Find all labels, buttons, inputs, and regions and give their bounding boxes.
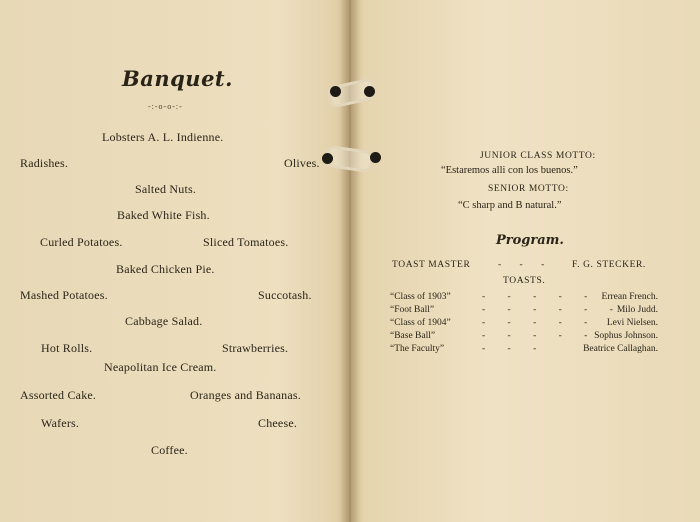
menu-item-oranges-and-bananas: Oranges and Bananas. [190, 388, 301, 402]
toastmaster-dashes: - - - [498, 260, 553, 270]
menu-item-lobsters: Lobsters A. L. Indienne. [102, 130, 224, 144]
toast-topic: “Foot Ball” [390, 305, 435, 315]
menu-item-curled-potatoes: Curled Potatoes. [40, 235, 123, 249]
menu-item-hot-rolls: Hot Rolls. [41, 341, 93, 355]
binding-hole-lower-right [370, 152, 381, 163]
menu-item-assorted-cake: Assorted Cake. [20, 388, 97, 402]
toast-topic: “Base Ball” [390, 331, 436, 341]
toast-speaker: Errean French. [601, 292, 658, 302]
toast-dashes: - - - - - - [482, 305, 623, 315]
menu-item-wafers: Wafers. [41, 416, 80, 430]
menu-item-cheese: Cheese. [258, 416, 298, 430]
menu-item-succotash: Succotash. [258, 288, 312, 302]
toast-row [390, 318, 658, 331]
program-title: Program. [496, 233, 564, 248]
toast-row [390, 305, 658, 318]
junior-motto-label: JUNIOR CLASS MOTTO: [480, 151, 596, 161]
senior-motto: “C sharp and B natural.” [458, 200, 562, 211]
toast-speaker: Sophus Johnson. [594, 331, 658, 341]
toast-dashes: - - - [482, 344, 547, 354]
binding-hole-upper-left [330, 86, 341, 97]
banquet-title: Banquet. [122, 66, 233, 91]
toast-dashes: - - - - - [482, 331, 598, 341]
toastmaster-label: TOAST MASTER [392, 260, 471, 270]
binding-hole-upper-right [364, 86, 375, 97]
menu-item-olives: Olives. [284, 156, 320, 170]
toast-dashes: - - - - - [482, 292, 598, 302]
menu-item-neapolitan-ice-cream: Neapolitan Ice Cream. [104, 360, 217, 374]
toast-speaker: Milo Judd. [616, 305, 658, 315]
binding-hole-lower-left [322, 153, 333, 164]
menu-item-salted-nuts: Salted Nuts. [135, 182, 197, 196]
menu-item-radishes: Radishes. [20, 156, 69, 170]
toast-topic: “Class of 1903” [390, 292, 451, 302]
menu-item-strawberries: Strawberries. [222, 341, 289, 355]
toast-topic: “The Faculty” [390, 344, 445, 354]
menu-item-sliced-tomatoes: Sliced Tomatoes. [203, 235, 289, 249]
title-ornament: -:-o-o-:- [148, 102, 183, 111]
menu-item-baked-chicken-pie: Baked Chicken Pie. [116, 262, 215, 276]
toast-speaker: Beatrice Callaghan. [583, 344, 658, 354]
toastmaster-name: F. G. STECKER. [572, 260, 646, 270]
menu-item-coffee: Coffee. [151, 443, 188, 457]
toast-row [390, 344, 658, 357]
toast-speaker: Levi Nielsen. [606, 318, 658, 328]
menu-item-mashed-potatoes: Mashed Potatoes. [20, 288, 108, 302]
menu-item-cabbage-salad: Cabbage Salad. [125, 314, 203, 328]
toast-topic: “Class of 1904” [390, 318, 451, 328]
junior-motto: “Estaremos alli con los buenos.” [441, 165, 578, 176]
toasts-heading: TOASTS. [503, 276, 546, 286]
senior-motto-label: SENIOR MOTTO: [488, 184, 569, 194]
toast-row [390, 331, 658, 344]
toast-row [390, 292, 658, 305]
menu-item-baked-white-fish: Baked White Fish. [117, 208, 210, 222]
book-spine [340, 0, 360, 522]
toast-dashes: - - - - - [482, 318, 598, 328]
